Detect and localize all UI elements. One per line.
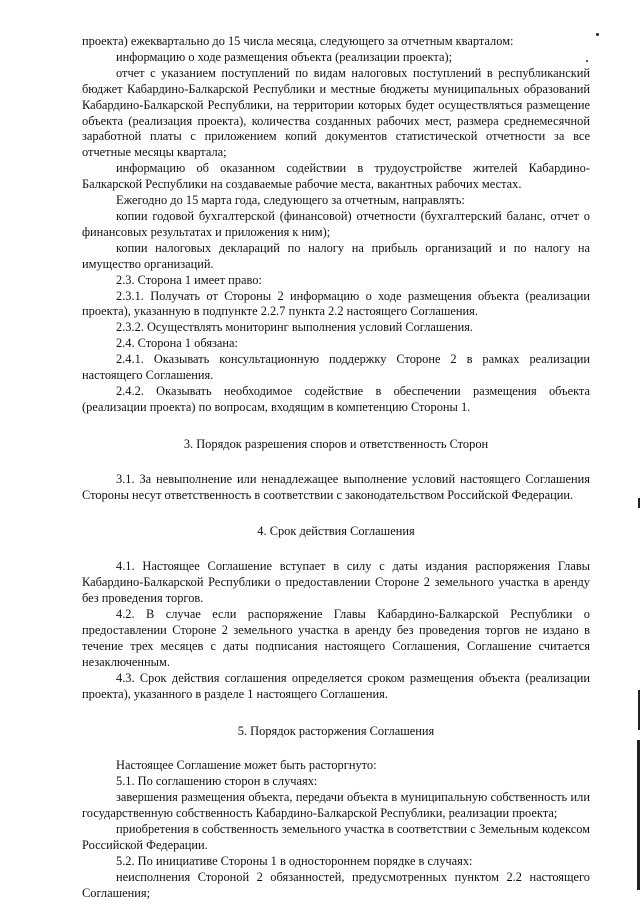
paragraph-termination-intro: Настоящее Соглашение может быть расторгнуто: <box>116 758 377 773</box>
clause-3-1: 3.1. За невыполнение или ненадлежащее выполнение условий настоящего Соглашения Стороны несут ответственность в соответствии с законодательством Российской Федерации. <box>82 471 590 502</box>
paragraph-annual-deadline: Ежегодно до 15 марта года, следующего за отчетным, направлять: <box>116 193 465 208</box>
section-3-title: 3. Порядок разрешения споров и ответственность Сторон <box>183 436 489 451</box>
clause-4-2: 4.2. В случае если распоряжение Главы Кабардино-Балкарской Республики о предоставлении Стороне 2 земельного участка в аренду без проведения торгов не издано в течение трех месяцев с даты подписания настоящего Соглашения, Соглашение считается незаключенным. <box>82 607 590 669</box>
clause-5-2: 5.2. По инициативе Стороны 1 в одностороннем порядке в случаях: <box>116 853 473 868</box>
clause-4-3: 4.3. Срок действия соглашения определяется сроком размещения объекта (реализации проекта), указанного в разделе 1 настоящего Соглашения. <box>82 670 590 701</box>
paragraph-info-progress: информацию о ходе размещения объекта (реализации проекта); <box>116 49 453 64</box>
clause-2-3-1: 2.3.1. Получать от Стороны 2 информацию о ходе размещения объекта (реализации проекта), указанную в подпункте 2.2.7 пункта 2.2 настоящего Соглашения. <box>82 288 590 319</box>
paragraph-non-fulfilment-case: неисполнения Стороной 2 обязанностей, предусмотренных пунктом 2.2 настоящего Соглашения; <box>82 869 590 900</box>
paragraph-period-intro: проекта) ежеквартально до 15 числа месяца, следующего за отчетным кварталом: <box>82 34 514 48</box>
paragraph-employment-info: информацию об оказанном содействии в трудоустройстве жителей Кабардино-Балкарской Республики на создаваемые рабочие места, вакантных рабочих местах. <box>82 161 590 192</box>
clause-4-1: 4.1. Настоящее Соглашение вступает в силу с даты издания распоряжения Главы Кабардино-Балкарской Республики о предоставлении Стороне 2 земельного участка в аренду без проведения торгов. <box>82 559 590 606</box>
paragraph-completion-case: завершения размещения объекта, передачи объекта в муниципальную собственность или государственную собственность Кабардино-Балкарской Республики, реализации проекта; <box>82 790 590 821</box>
clause-2-3: 2.3. Сторона 1 имеет право: <box>116 272 262 287</box>
scan-speck <box>586 60 588 62</box>
section-4-title: 4. Срок действия Соглашения <box>257 524 415 539</box>
paragraph-tax-report: отчет с указанием поступлений по видам налоговых поступлений в республиканский бюджет Кабардино-Балкарской Республики и местные бюджеты муниципальных образований Кабардино-Балкарской Республики, на территории которых будет осуществляться размещение объекта (реализация проекта), количества созданных рабочих мест, размера среднемесячной заработной платы с приложением копий документов статистической отчетности за все отчетные месяцы квартала; <box>82 65 590 160</box>
clause-2-4-1: 2.4.1. Оказывать консультационную поддержку Стороне 2 в рамках реализации настоящего Соглашения. <box>82 352 590 383</box>
paragraph-tax-declarations: копии налоговых деклараций по налогу на прибыль организаций и по налогу на имущество организаций. <box>82 240 590 271</box>
paragraph-accounting-copies: копии годовой бухгалтерской (финансовой) отчетности (бухгалтерский баланс, отчет о финансовых результатах и приложения к ним); <box>82 208 590 239</box>
scan-speck <box>596 33 599 36</box>
section-5-title: 5. Порядок расторжения Соглашения <box>237 723 435 738</box>
clause-5-1: 5.1. По соглашению сторон в случаях: <box>116 774 318 789</box>
clause-2-3-2: 2.3.2. Осуществлять мониторинг выполнения условий Соглашения. <box>116 320 474 335</box>
paragraph-land-acquisition-case: приобретения в собственность земельного участка в соответствии с Земельным кодексом Российской Федерации. <box>82 822 590 852</box>
document-page <box>82 34 590 902</box>
clause-2-4: 2.4. Сторона 1 обязана: <box>116 336 239 351</box>
clause-2-4-2: 2.4.2. Оказывать необходимое содействие в обеспечении размещения объекта (реализации проекта) по вопросам, входящим в компетенцию Стороны 1. <box>82 383 590 414</box>
